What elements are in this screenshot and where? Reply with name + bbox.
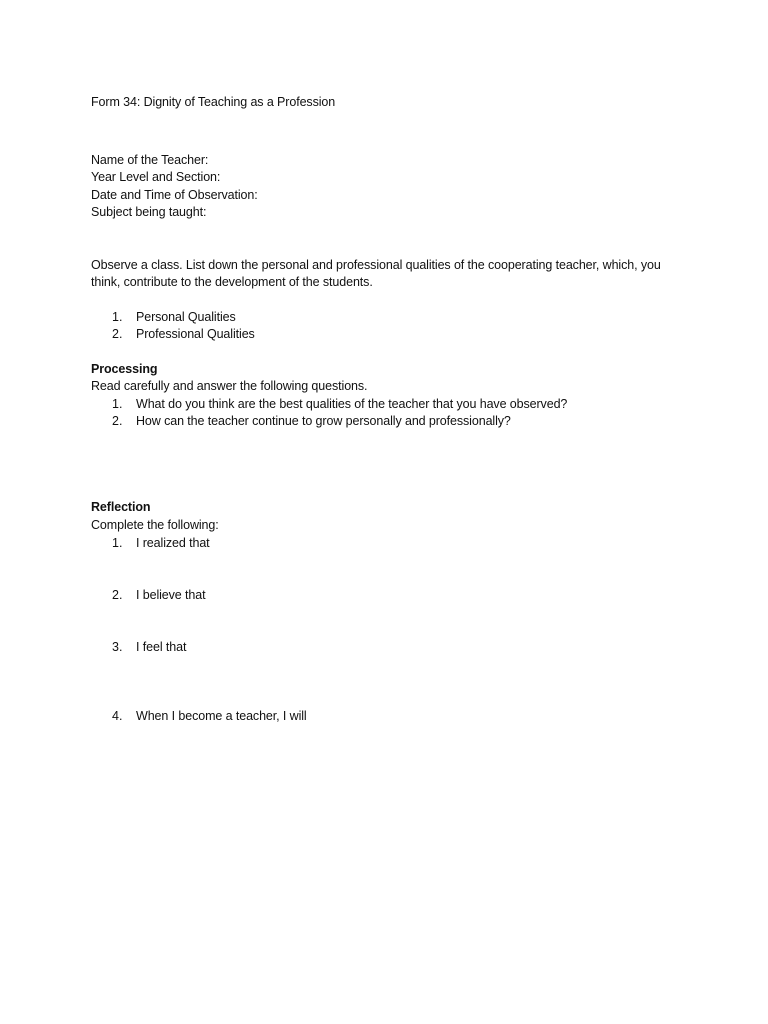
field-subject: Subject being taught: [91,205,207,219]
field-date-time: Date and Time of Observation: [91,188,258,202]
list-item-number: 1. [112,536,123,550]
list-item-number: 3. [112,640,123,654]
field-year-level: Year Level and Section: [91,170,221,184]
processing-intro: Read carefully and answer the following questions. [91,379,368,393]
field-teacher-name: Name of the Teacher: [91,153,209,167]
list-item: I feel that [136,640,187,654]
list-item-number: 1. [112,310,123,324]
list-item-number: 2. [112,414,123,428]
list-item: Professional Qualities [136,327,255,341]
list-item-number: 4. [112,709,123,723]
list-item-number: 2. [112,588,123,602]
list-item-number: 1. [112,397,123,411]
instructions-line-2: think, contribute to the development of the students. [91,275,373,289]
form-title: Form 34: Dignity of Teaching as a Profession [91,95,336,109]
list-item-number: 2. [112,327,123,341]
processing-heading: Processing [91,362,158,376]
list-item: When I become a teacher, I will [136,709,307,723]
list-item: What do you think are the best qualities of the teacher that you have observed? [136,397,568,411]
list-item: How can the teacher continue to grow personally and professionally? [136,414,511,428]
reflection-heading: Reflection [91,500,151,514]
list-item: I believe that [136,588,206,602]
reflection-intro: Complete the following: [91,518,219,532]
list-item: I realized that [136,536,210,550]
instructions-line-1: Observe a class. List down the personal and professional qualities of the cooperating teacher, which, you [91,258,661,272]
list-item: Personal Qualities [136,310,236,324]
